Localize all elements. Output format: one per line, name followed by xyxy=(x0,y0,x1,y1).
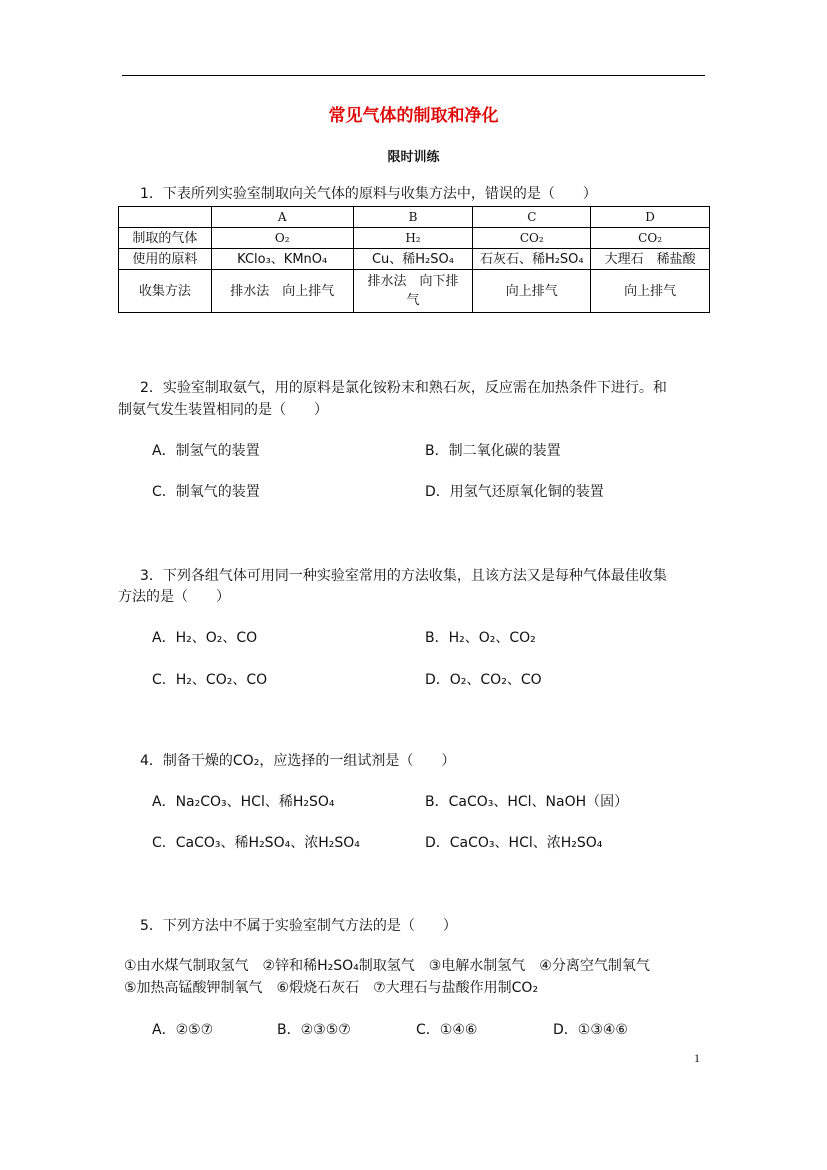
table-row xyxy=(119,270,710,313)
question-5-option-a: A．②⑤⑦ xyxy=(152,1022,214,1038)
question-5-option-d: D．①③④⑥ xyxy=(553,1022,628,1038)
table-cell: D xyxy=(591,207,710,228)
question-1-table xyxy=(118,206,710,313)
question-2-stem: 2．实验室制取氨气，用的原料是氯化铵粉末和熟石灰，反应需在加热条件下进行。和 xyxy=(140,380,667,396)
table-cell: O₂ xyxy=(211,228,353,249)
question-2-stem-cont: 制氨气发生装置相同的是（ ） xyxy=(118,402,328,418)
page-subtitle: 限时训练 xyxy=(387,150,440,165)
table-cell: KClo₃、KMnO₄ xyxy=(211,249,353,270)
question-2-option-d: D．用氢气还原氧化铜的装置 xyxy=(425,484,604,500)
question-5-stem: 5．下列方法中不属于实验室制气方法的是（ ） xyxy=(140,918,457,934)
table-cell: 石灰石、稀H₂SO₄ xyxy=(473,249,591,270)
table-cell: A xyxy=(211,207,353,228)
table-cell: 收集方法 xyxy=(119,270,212,313)
table-cell: 使用的原料 xyxy=(119,249,212,270)
question-3-option-b: B．H₂、O₂、CO₂ xyxy=(425,630,536,646)
question-2-option-b: B．制二氧化碳的装置 xyxy=(425,443,561,459)
table-cell: 排水法 向下排 气 xyxy=(353,270,473,313)
table-cell: 向上排气 xyxy=(473,270,591,313)
page-title: 常见气体的制取和净化 xyxy=(328,106,499,126)
table-cell: 排水法 向上排气 xyxy=(211,270,353,313)
question-3-option-c: C．H₂、CO₂、CO xyxy=(152,672,268,688)
question-1-stem: 1．下表所列实验室制取向关气体的原料与收集方法中，错误的是（ ） xyxy=(140,186,597,202)
table-cell: Cu、稀H₂SO₄ xyxy=(353,249,473,270)
question-2-option-c: C．制氧气的装置 xyxy=(152,484,260,500)
question-3-option-d: D．O₂、CO₂、CO xyxy=(425,672,542,688)
table-cell: CO₂ xyxy=(591,228,710,249)
question-3-option-a: A．H₂、O₂、CO xyxy=(152,630,258,646)
question-3-stem-cont: 方法的是（ ） xyxy=(118,589,230,605)
question-3-stem: 3．下列各组气体可用同一种实验室常用的方法收集，且该方法又是每种气体最佳收集 xyxy=(140,568,667,584)
table-cell: CO₂ xyxy=(473,228,591,249)
table-row xyxy=(119,249,710,270)
table-cell: H₂ xyxy=(353,228,473,249)
question-4-option-c: C．CaCO₃、稀H₂SO₄、浓H₂SO₄ xyxy=(152,835,360,851)
question-5-items: ①由水煤气制取氢气 ②锌和稀H₂SO₄制取氢气 ③电解水制氢气 ④分离空气制氧气 xyxy=(124,958,650,974)
table-header-row xyxy=(119,207,710,228)
table-cell: 大理石 稀盐酸 xyxy=(591,249,710,270)
table-row xyxy=(119,228,710,249)
question-4-stem: 4．制备干燥的CO₂，应选择的一组试剂是（ ） xyxy=(140,753,456,769)
table-cell: B xyxy=(353,207,473,228)
header-rule xyxy=(122,75,705,76)
question-4-option-d: D．CaCO₃、HCl、浓H₂SO₄ xyxy=(425,835,603,851)
question-5-option-b: B．②③⑤⑦ xyxy=(277,1022,351,1038)
question-2-option-a: A．制氢气的装置 xyxy=(152,443,260,459)
table-cell xyxy=(119,207,212,228)
question-5-items-cont: ⑤加热高锰酸钾制氧气 ⑥煅烧石灰石 ⑦大理石与盐酸作用制CO₂ xyxy=(124,980,539,996)
table-cell: 制取的气体 xyxy=(119,228,212,249)
table-cell: 向上排气 xyxy=(591,270,710,313)
question-5-option-c: C．①④⑥ xyxy=(416,1022,478,1038)
table-cell: C xyxy=(473,207,591,228)
page-number: 1 xyxy=(694,1051,700,1065)
question-4-option-a: A．Na₂CO₃、HCl、稀H₂SO₄ xyxy=(152,794,335,810)
question-4-option-b: B．CaCO₃、HCl、NaOH（固） xyxy=(425,794,629,810)
